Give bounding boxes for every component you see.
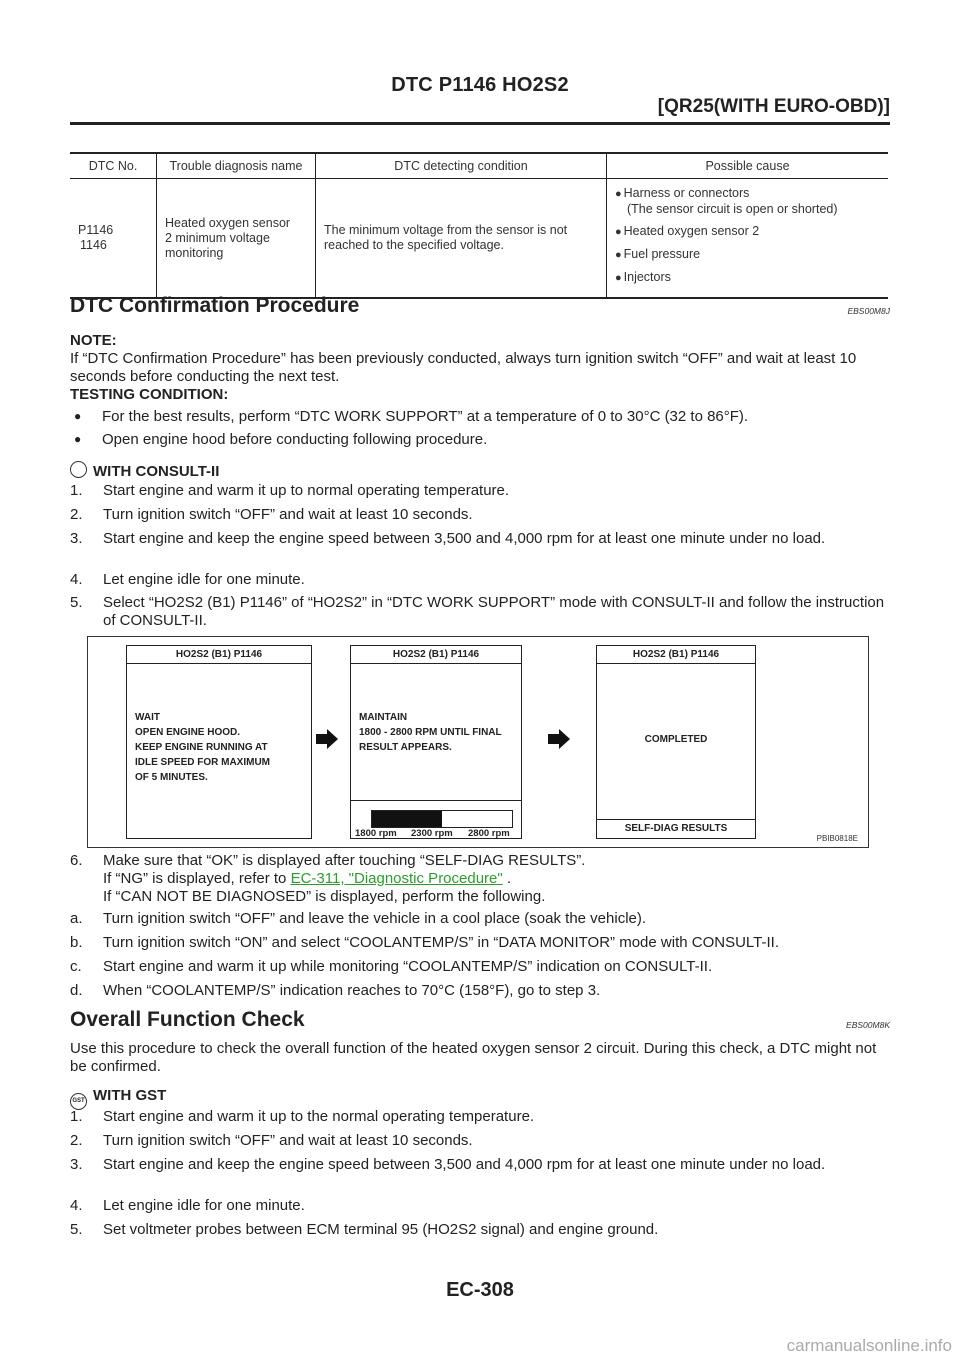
gst-heading: GST WITH GST — [70, 1087, 890, 1110]
sub-step: c. Start engine and warm it up while monitoring “COOLANTEMP/S” indication on CONSULT-II. — [70, 958, 713, 975]
th-dtc-no: DTC No. — [70, 153, 157, 179]
consult-icon — [70, 461, 87, 478]
cell-possible-cause — [607, 179, 889, 299]
condition-bullet: ● Open engine hood before conducting following procedure. — [74, 431, 487, 448]
consult-step: 2. Turn ignition switch “OFF” and wait at least 10 seconds. — [70, 506, 473, 523]
list-item: ● Harness or connectors (The sensor circuit is open or shorted) — [615, 186, 880, 217]
screen-title: HO2S2 (B1) P1146 — [597, 646, 755, 664]
screen-message: COMPLETED — [644, 734, 708, 745]
dtc-code: P1146 — [78, 223, 114, 237]
note-text: If “DTC Confirmation Procedure” has been previously conducted, always turn ignition switch “OFF” and wait at least 10 seconds before conducting the next test. — [70, 350, 857, 385]
th-possible-cause: Possible cause — [607, 153, 889, 179]
cause-sub-line: (The sensor circuit is open or shorted) — [627, 202, 838, 216]
dtc-table-header-row — [70, 153, 888, 179]
cell-diagnosis-name — [157, 179, 316, 299]
dtc-table — [70, 152, 888, 299]
condition-bullet: ● For the best results, perform “DTC WORK SUPPORT” at a temperature of 0 to 30°C (32 to 86°F). — [74, 408, 748, 425]
gst-step: 3. Start engine and keep the engine speed between 3,500 and 4,000 rpm for at least one minute under no load. — [70, 1156, 826, 1173]
consult-heading: WITH CONSULT-II — [70, 461, 890, 481]
screen-title: HO2S2 (B1) P1146 — [351, 646, 521, 664]
gst-step: 4. Let engine idle for one minute. — [70, 1197, 305, 1214]
arrow-right-icon — [316, 729, 338, 749]
overall-text: Use this procedure to check the overall function of the heated oxygen sensor 2 circuit. During this check, a DTC might not be confirmed. — [70, 1040, 877, 1075]
sub-step: a. Turn ignition switch “OFF” and leave the vehicle in a cool place (soak the vehicle). — [70, 910, 647, 927]
list-item: ● Fuel pressure — [615, 247, 880, 263]
sub-step: b. Turn ignition switch “ON” and select “COOLANTEMP/S” in “DATA MONITOR” mode with CONSULT-II. — [70, 934, 779, 951]
screen-wait — [126, 645, 312, 839]
consult-step: 3. Start engine and keep the engine speed between 3,500 and 4,000 rpm for at least one minute under no load. — [70, 530, 826, 547]
section-heading-overall-function-check: Overall Function Check — [70, 1008, 305, 1031]
gst-step: 1. Start engine and warm it up to the normal operating temperature. — [70, 1108, 535, 1125]
screen-title: HO2S2 (B1) P1146 — [127, 646, 311, 664]
sub-step: d. When “COOLANTEMP/S” indication reaches to 70°C (158°F), go to step 3. — [70, 982, 601, 999]
condition-line: reached to the specified voltage. — [324, 238, 504, 252]
consult-step: 1. Start engine and warm it up to normal operating temperature. — [70, 482, 510, 499]
cell-dtc-no — [70, 179, 157, 299]
rpm-label-max: 2800 rpm — [468, 828, 510, 839]
self-diag-results-label: SELF-DIAG RESULTS — [597, 819, 755, 838]
screen-completed — [596, 645, 756, 839]
testing-condition-label: TESTING CONDITION: — [70, 386, 229, 403]
name-line: 2 minimum voltage — [165, 230, 270, 245]
screen-maintain — [350, 645, 522, 839]
rpm-label-mid: 2300 rpm — [411, 828, 453, 839]
page-number: EC-308 — [446, 1279, 514, 1301]
th-detecting-condition: DTC detecting condition — [316, 153, 607, 179]
page-subtitle: [QR25(WITH EURO-OBD)] — [657, 96, 890, 117]
table-row — [70, 179, 888, 299]
gst-step: 2. Turn ignition switch “OFF” and wait at least 10 seconds. — [70, 1132, 473, 1149]
name-line: Heated oxygen sensor — [165, 215, 291, 230]
consult-step: 4. Let engine idle for one minute. — [70, 571, 305, 588]
figure-code: PBIB0818E — [816, 834, 858, 843]
gst-icon: GST — [70, 1093, 87, 1110]
consult-screen-figure — [87, 636, 869, 848]
step-6: 6. Make sure that “OK” is displayed after touching “SELF-DIAG RESULTS”. If “NG” is displayed, refer to EC-311, "Diagnostic Procedure" . If “CAN NOT BE DIAGNOSED” is displayed, perform the following. — [70, 852, 586, 905]
th-diagnosis-name: Trouble diagnosis name — [157, 153, 316, 179]
cell-detecting-condition — [316, 179, 607, 299]
name-line: monitoring — [165, 245, 224, 260]
watermark: carmanualsonline.info — [786, 1336, 952, 1355]
arrow-right-icon — [548, 729, 570, 749]
list-item: ● Injectors — [615, 270, 880, 286]
note-label: NOTE: — [70, 332, 117, 349]
list-item: ● Heated oxygen sensor 2 — [615, 224, 880, 240]
rpm-label-min: 1800 rpm — [355, 828, 397, 839]
gst-step: 5. Set voltmeter probes between ECM terminal 95 (HO2S2 signal) and engine ground. — [70, 1221, 659, 1238]
header-rule — [70, 122, 890, 125]
screen-message: WAIT OPEN ENGINE HOOD. KEEP ENGINE RUNNING AT IDLE SPEED FOR MAXIMUM OF 5 MINUTES. — [135, 712, 271, 783]
rpm-bar — [371, 810, 513, 828]
section-code: EBS00M8K — [846, 1020, 890, 1030]
section-code: EBS00M8J — [847, 306, 890, 316]
dtc-code-short: 1146 — [80, 238, 107, 252]
screen-message: MAINTAIN 1800 - 2800 RPM UNTIL FINAL RESULT APPEARS. — [359, 712, 502, 753]
consult-step: 5. Select “HO2S2 (B1) P1146” of “HO2S2” in “DTC WORK SUPPORT” mode with CONSULT-II and follow the instruction of CONSULT-II. — [70, 594, 885, 629]
diagnostic-procedure-link[interactable]: EC-311, "Diagnostic Procedure" — [290, 870, 503, 887]
section-heading-dtc-confirmation: DTC Confirmation Procedure — [70, 294, 360, 317]
cause-list — [615, 186, 880, 286]
condition-line: The minimum voltage from the sensor is not — [324, 223, 568, 237]
rpm-bar-fill — [372, 811, 442, 827]
page-title: DTC P1146 HO2S2 — [391, 74, 569, 96]
screen-divider — [351, 800, 521, 801]
